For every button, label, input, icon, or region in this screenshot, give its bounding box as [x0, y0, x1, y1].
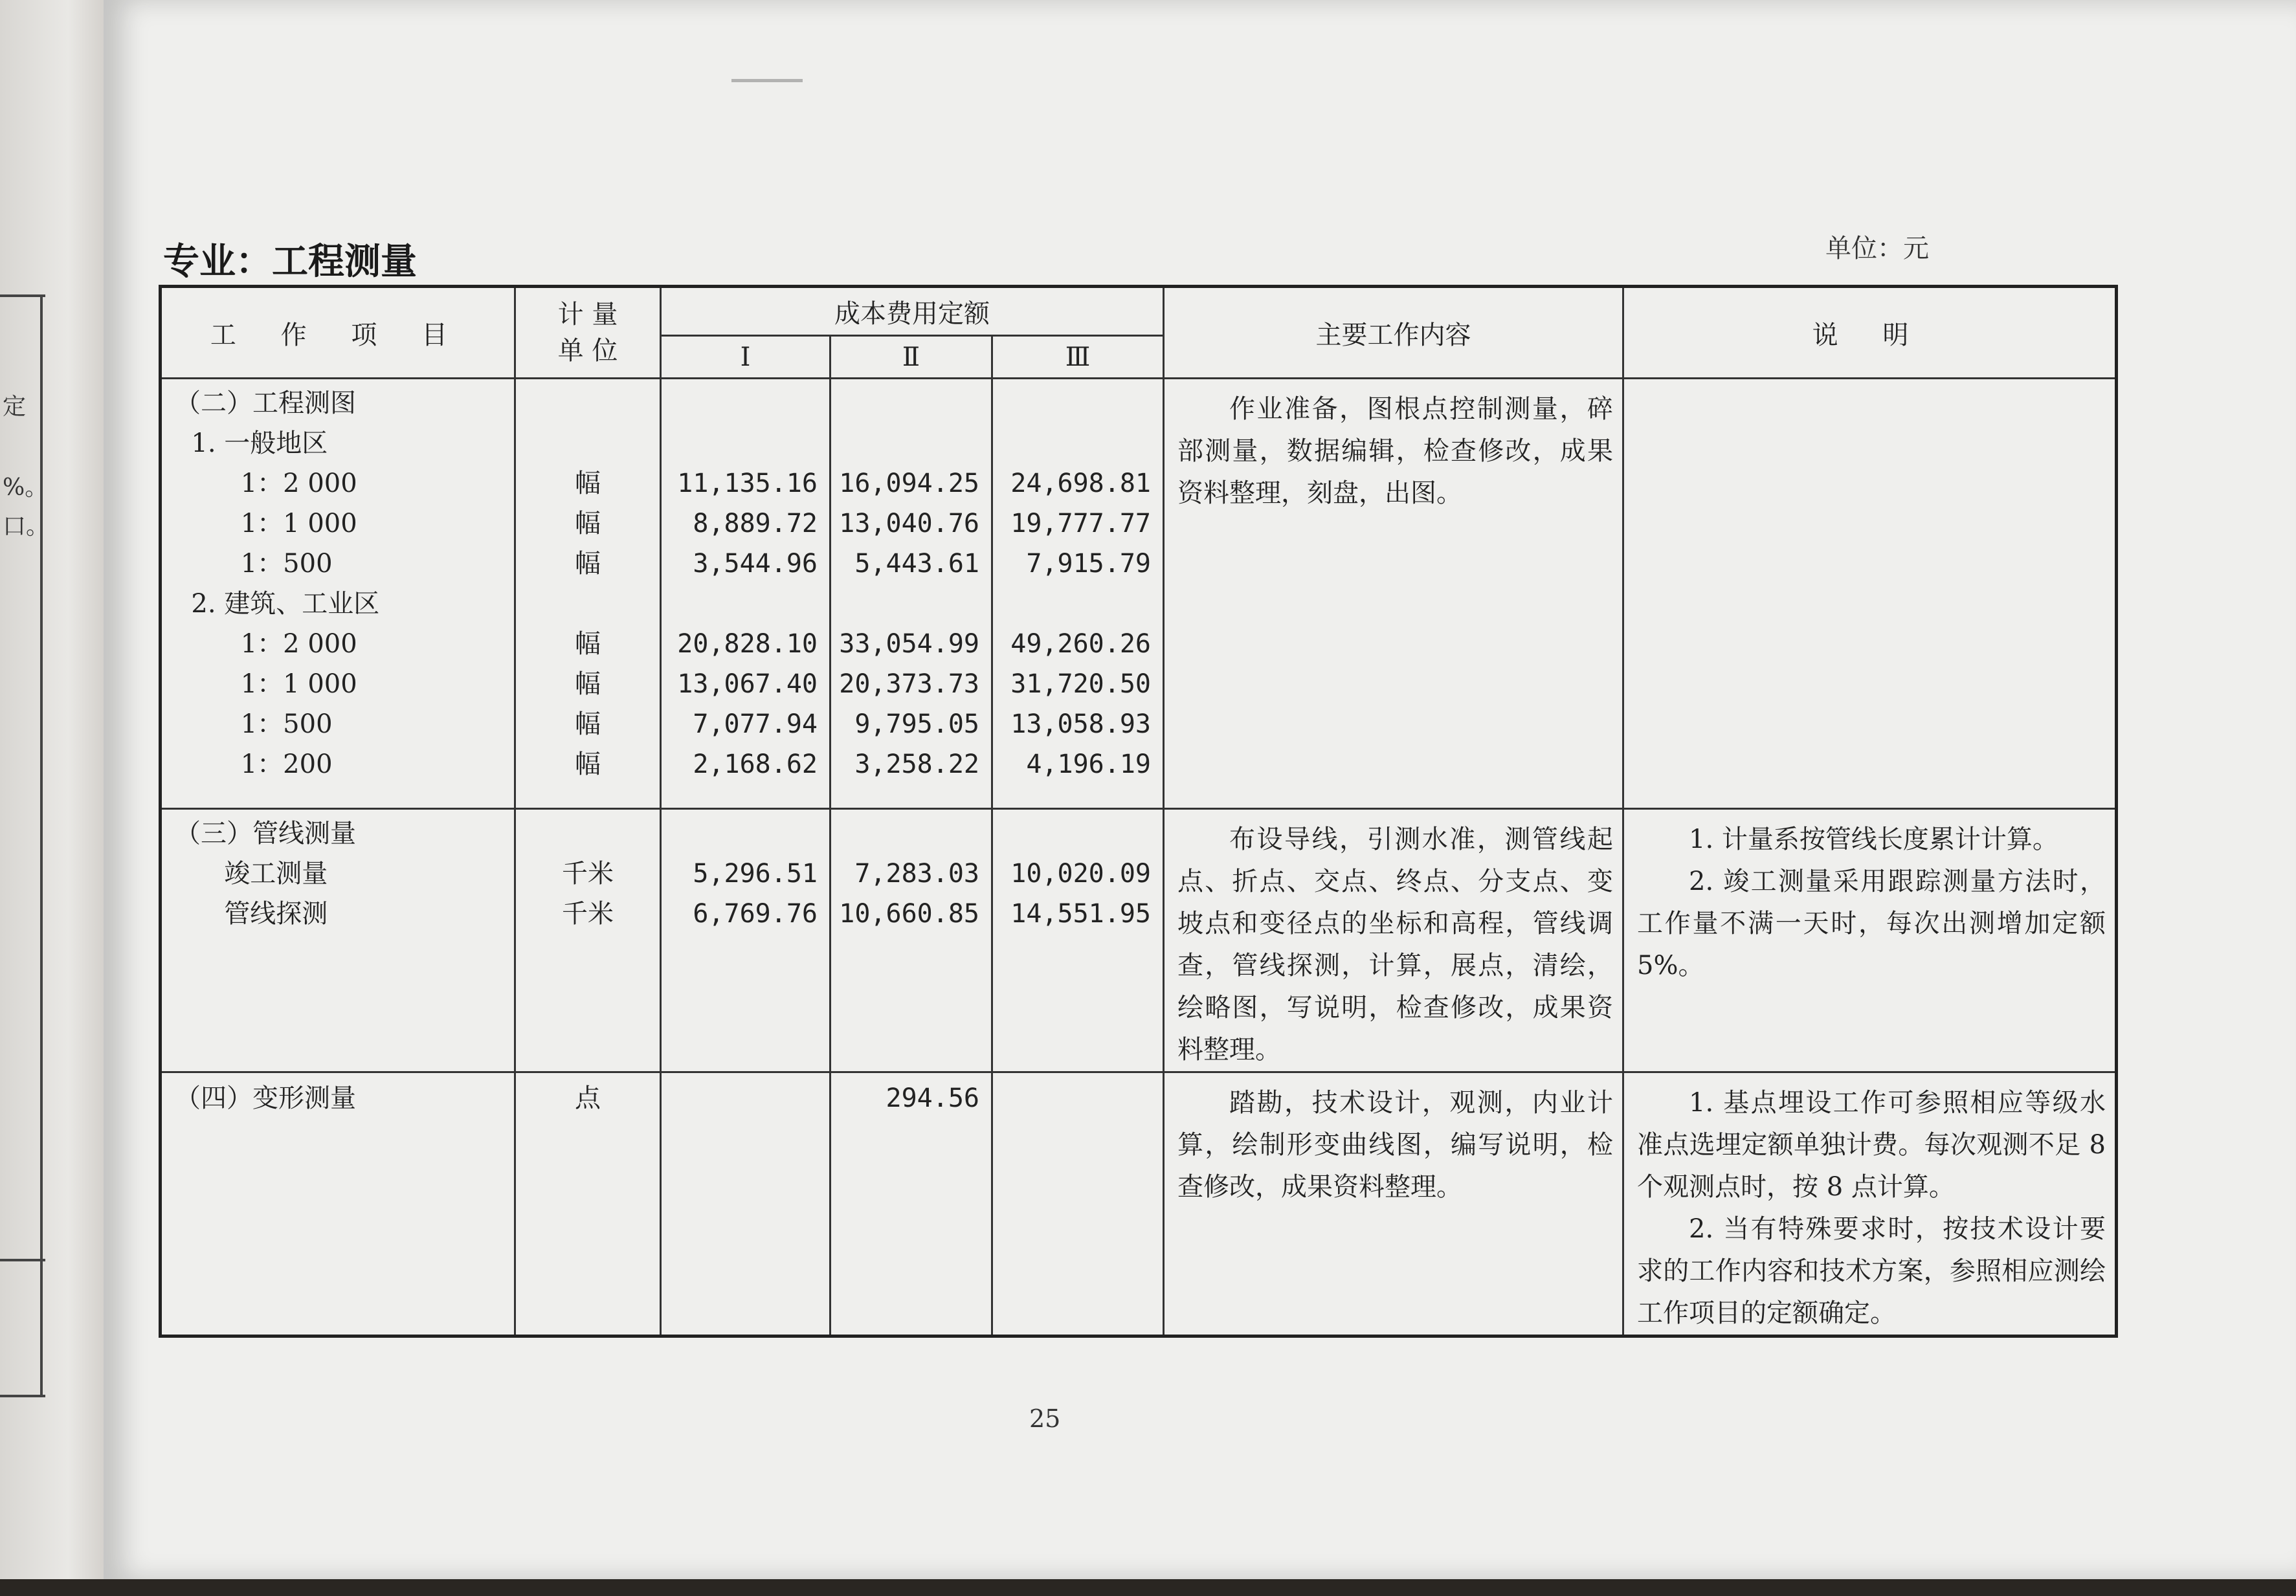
table-rule [0, 1395, 45, 1397]
header-level-1: Ⅰ [661, 336, 830, 379]
section2-units: 幅 幅 幅 幅 幅 幅 幅 [515, 379, 661, 809]
header-notes: 说 明 [1623, 287, 2117, 379]
section2-content [1164, 379, 1623, 809]
section3-content-text: 布设导线，引测水准，测管线起点、折点、交点、终点、分支点、变坡点和变径点的坐标和高程，管线调查，管线探测，计算，展点，清绘，绘略图，写说明，检查修改，成果资料整理。 [1177, 825, 1613, 1065]
header-level-3: Ⅲ [992, 336, 1164, 379]
section2-items: （二）工程测图 1. 一般地区 1：2 000 1：1 000 1：500 2. 建筑、工业区 1：2 000 1：1 000 1：500 1：200 [161, 379, 515, 809]
section2-level2-values: 16,094.25 13,040.76 5,443.61 33,054.99 20,373.73 9,795.05 3,258.22 [830, 379, 992, 809]
previous-page-edge [0, 0, 113, 1596]
section3-note-2: 2. 竣工测量采用跟踪测量方法时，工作量不满一天时，每次出测增加定额 5%。 [1637, 867, 2106, 981]
section4-content [1164, 1072, 1623, 1336]
section4-units: 点 [515, 1072, 661, 1336]
section4-level1-values [661, 1072, 830, 1336]
section4-notes [1623, 1072, 2117, 1336]
header-level-2: Ⅱ [830, 336, 992, 379]
section4-content-text: 踏勘，技术设计，观测，内业计算，绘制形变曲线图，编写说明，检查修改，成果资料整理。 [1177, 1088, 1613, 1202]
section4-note-2: 2. 当有特殊要求时，按技术设计要求的工作内容和技术方案，参照相应测绘工作项目的定额确定。 [1637, 1214, 2106, 1328]
section2-content-text: 作业准备，图根点控制测量，碎部测量，数据编辑，检查修改，成果资料整理，刻盘，出图。 [1177, 394, 1613, 508]
header-main-content: 主要工作内容 [1164, 287, 1623, 379]
unit-label: 单位：元 [1825, 234, 1929, 263]
page-title: 专业：工程测量 [163, 241, 417, 283]
section3-note-1: 1. 计量系按管线长度累计计算。 [1689, 825, 2058, 854]
text-fragment: %。 [3, 474, 49, 501]
header-work-item: 工 作 项 目 [161, 287, 515, 379]
table-rule [0, 294, 45, 297]
section2-level1-values: 11,135.16 8,889.72 3,544.96 20,828.10 13,067.40 7,077.94 2,168.62 [661, 379, 830, 809]
section3-items: （三）管线测量 竣工测量 管线探测 [161, 809, 515, 1072]
section4-level3-values [992, 1072, 1164, 1336]
section4-items: （四）变形测量 [161, 1072, 515, 1336]
cost-quota-table [159, 285, 2118, 1338]
text-fragment: 定 [3, 393, 27, 420]
section2-notes [1623, 379, 2117, 809]
scanner-background [0, 1579, 2296, 1596]
section3-level1-values: 5,296.51 6,769.76 [661, 809, 830, 1072]
section4-level2-values: 294.56 [830, 1072, 992, 1336]
scan-mark [731, 79, 803, 82]
header-unit: 计 量 单 位 [515, 287, 661, 379]
section3-level2-values: 7,283.03 10,660.85 [830, 809, 992, 1072]
section4-note-1: 1. 基点埋设工作可参照相应等级水准点选埋定额单独计费。每次观测不足 8 个观测点时，按 8 点计算。 [1637, 1088, 2106, 1202]
table-rule [0, 1259, 45, 1261]
section3-level3-values: 10,020.09 14,551.95 [992, 809, 1164, 1072]
section3-notes [1623, 809, 2117, 1072]
header-cost-quota: 成本费用定额 [661, 287, 1164, 336]
section3-content [1164, 809, 1623, 1072]
section3-units: 千米 千米 [515, 809, 661, 1072]
page-number: 25 [1029, 1404, 1061, 1433]
text-fragment: 口。 [3, 513, 50, 540]
section2-level3-values: 24,698.81 19,777.77 7,915.79 49,260.26 31,720.50 13,058.93 4,196.19 [992, 379, 1164, 809]
table-rule [40, 294, 43, 1395]
